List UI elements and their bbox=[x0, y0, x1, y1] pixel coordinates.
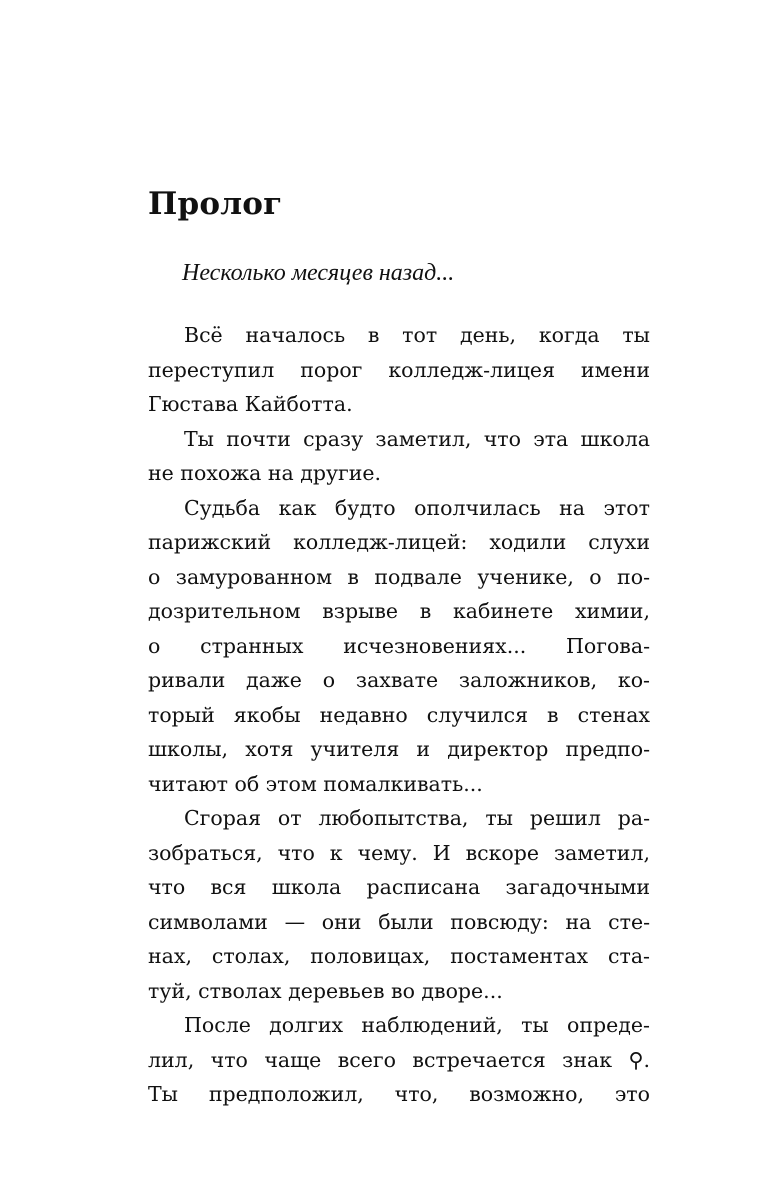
paragraph-5 bbox=[148, 1008, 650, 1112]
text-line: Ты предположил, что, возможно, это bbox=[148, 1082, 650, 1106]
text-line: парижский колледж-лицей: ходили слухи bbox=[148, 530, 650, 554]
text-line: Судьба как будто ополчилась на этот bbox=[184, 495, 650, 520]
text-line: туй, стволах деревьев во дворе... bbox=[148, 978, 503, 1003]
book-page bbox=[148, 0, 650, 1199]
paragraph-1 bbox=[148, 318, 650, 422]
paragraph-3 bbox=[148, 491, 650, 802]
text-line: что вся школа расписана загадочными bbox=[148, 875, 650, 899]
text-line: Всё началось в тот день, когда ты bbox=[184, 323, 650, 347]
text-line: переступил порог колледж-лицея имени bbox=[148, 357, 650, 382]
text-line: торый якобы недавно случился в стенах bbox=[148, 702, 650, 727]
chapter-epigraph: Несколько месяцев назад... bbox=[182, 260, 455, 286]
text-line: о странных исчезновениях... Погова- bbox=[148, 633, 650, 658]
text-line: школы, хотя учителя и директор предпо- bbox=[148, 737, 650, 761]
text-line: о замурованном в подвале ученике, о по- bbox=[148, 564, 650, 589]
text-line: читают об этом помалкивать... bbox=[148, 771, 483, 796]
text-line: ривали даже о захвате заложников, ко- bbox=[148, 668, 650, 692]
text-line: не похожа на другие. bbox=[148, 461, 382, 485]
text-line: дозрительном взрыве в кабинете химии, bbox=[148, 599, 650, 623]
text-line: лил, что чаще всего встречается знак ⚲. bbox=[148, 1047, 650, 1072]
text-line: символами — они были повсюду: на сте- bbox=[148, 909, 650, 934]
paragraph-2 bbox=[148, 422, 650, 491]
text-line: Гюстава Кайботта. bbox=[148, 392, 353, 416]
text-line: нах, столах, половицах, постаментах ста- bbox=[148, 944, 650, 968]
text-line: зобраться, что к чему. И вскоре заметил, bbox=[148, 840, 650, 865]
paragraph-4 bbox=[148, 801, 650, 1008]
body-text bbox=[148, 318, 650, 1112]
text-line: После долгих наблюдений, ты опреде- bbox=[184, 1013, 650, 1037]
text-line: Сгорая от любопытства, ты решил ра- bbox=[184, 806, 650, 830]
text-line: Ты почти сразу заметил, что эта школа bbox=[184, 426, 650, 451]
chapter-title: Пролог bbox=[148, 186, 283, 222]
